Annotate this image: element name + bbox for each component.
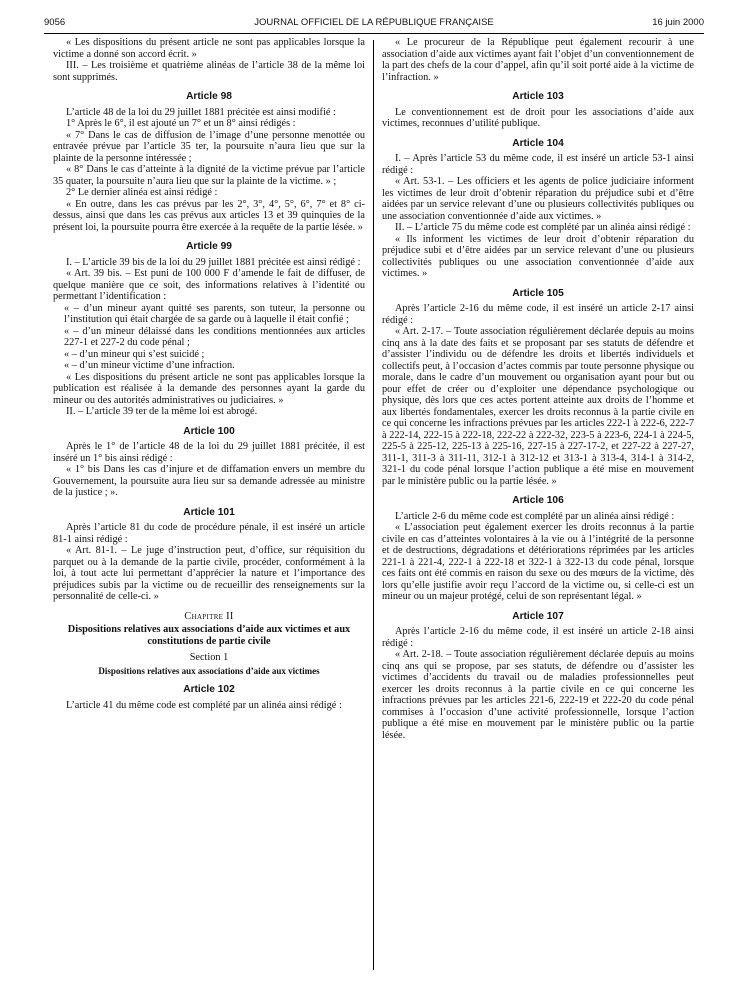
article-102-heading: Article 102 bbox=[183, 684, 235, 695]
paragraph: « – d’un mineur ayant quitté ses parents, son tuteur, la personne ou l’institution qui était chargée de sa garde ou à laquelle il était confié ; bbox=[64, 302, 365, 325]
section-label: Section 1 bbox=[189, 652, 229, 663]
paragraph: Après l’article 81 du code de procédure pénale, il est inséré un article 81-1 ainsi rédigé : bbox=[53, 522, 365, 545]
paragraph: « – d’un mineur délaissé dans les conditions mentionnées aux articles 227-1 et 227-2 du code pénal ; bbox=[64, 325, 365, 348]
paragraph: I. – L’article 39 bis de la loi du 29 juillet 1881 précitée est ainsi rédigé : bbox=[66, 256, 361, 268]
publication-date: 16 juin 2000 bbox=[652, 17, 704, 28]
article-99-body bbox=[53, 257, 365, 303]
article-100-heading: Article 100 bbox=[183, 425, 235, 437]
article-105-body bbox=[382, 303, 694, 487]
left-column bbox=[53, 37, 365, 711]
paragraph: Le conventionnement est de droit pour les associations d’aide aux victimes, reconnues d’utilité publique. bbox=[382, 106, 694, 129]
paragraph: Après l’article 2-16 du même code, il est inséré un article 2-18 ainsi rédigé : bbox=[382, 626, 694, 649]
paragraph: L’article 41 du même code est complété par un alinéa ainsi rédigé : bbox=[66, 699, 342, 711]
paragraph: « 1° bis Dans les cas d’injure et de diffamation envers un membre du Gouvernement, la poursuite aura lieu sur sa demande adressée au ministre de la justice ; ». bbox=[53, 464, 365, 498]
paragraph: « Les dispositions du présent article ne sont pas applicables lorsque la publication est réalisée à la demande des personnes ayant la garde du mineur ou des autorités administratives ou judiciaires. » bbox=[53, 371, 365, 406]
header-rule bbox=[44, 33, 704, 34]
article-105-heading: Article 105 bbox=[512, 287, 564, 299]
article-103-heading: Article 103 bbox=[512, 91, 564, 102]
article-100-body bbox=[53, 441, 365, 499]
article-98-body bbox=[53, 107, 365, 234]
article-99-body-end bbox=[53, 372, 365, 418]
article-104-body bbox=[382, 153, 694, 280]
paragraph: II. – L’article 75 du même code est complété par un alinéa ainsi rédigé : bbox=[395, 222, 691, 233]
paragraph: II. – L’article 39 ter de la même loi est abrogé. bbox=[66, 406, 258, 417]
article-107-heading: Article 107 bbox=[512, 610, 564, 622]
paragraph: « Art. 2-17. – Toute association régulièrement déclarée depuis au moins cinq ans à la date des faits et se proposant par ses statuts de défendre et d’assister l’individu ou de défendre les droits et libertés individuels et collectifs peut, à l’occasion d’actes commis par toute personne physique ou morale, dans le cadre d’un mouvement ou organisation ayant pour but ou pour effet de créer ou d’exploiter une dépendance psychologique ou physique, dès lors que ces actes portent atteinte aux droits de l’homme et aux libertés fondamentales, exercer les droits reconnus à la partie civile en ce qui concerne les infractions prévues par les articles 222-1 à 222-6, 222-7 à 222-14, 222-15 à 222-18, 222-22 à 222-32, 223-5 à 223-6, 224-1 à 224-5, 225-5 à 225-12, 225-13 à 225-16, 227-15 à 227-17-2, et 227-22 à 227-27, 311-1, 311-3 à 311-11, 312-1 à 312-12 et 313-1 à 313-4, 314-1 à 314-2, 321-1 du code pénal lorsque l’action publique a été mise en mouvement par le ministère public ou la partie lésée. » bbox=[382, 326, 694, 487]
article-106-heading: Article 106 bbox=[512, 495, 564, 506]
article-99-list bbox=[53, 303, 365, 372]
journal-title: JOURNAL OFFICIEL DE LA RÉPUBLIQUE FRANÇAISE bbox=[254, 17, 494, 28]
paragraph: « Les dispositions du présent article ne sont pas applicables lorsque la victime a donné son accord écrit. » bbox=[53, 37, 365, 60]
chapter-title: Dispositions relatives aux associations d’aide aux victimes et aux constitutions de partie civile bbox=[67, 624, 351, 647]
paragraph: « 7° Dans le cas de diffusion de l’image d’une personne menottée ou entravée prévue par l’article 35 ter, la poursuite n’aura lieu que sur la plainte de la personne intéressée ; bbox=[53, 129, 365, 164]
paragraph-group bbox=[53, 37, 365, 83]
paragraph: « Art. 39 bis. – Est puni de 100 000 F d’amende le fait de diffuser, de quelque manière que ce soit, des informations relatives à l’identité ou permettant l’identification : bbox=[53, 268, 365, 302]
article-103-body bbox=[382, 107, 694, 130]
paragraph: « Art. 81-1. – Le juge d’instruction peut, d’office, sur réquisition du parquet ou à la demande de la partie civile, procéder, conformément à la loi, à tout acte lui permettant d’apprécier la nature et l’importance des préjudices subis par la victime ou de recueillir des renseignements sur la personnalité de celle-ci. » bbox=[53, 545, 365, 602]
article-104-heading: Article 104 bbox=[512, 137, 564, 149]
paragraph: « Art. 53-1. – Les officiers et les agents de police judiciaire informent les victimes de leur droit d’obtenir réparation du préjudice subi et d’être aidées par un service relevant d’une ou plusieurs collectivités publiques ou une association conventionnée d’aide aux victimes. » bbox=[382, 176, 694, 222]
paragraph: I. – Après l’article 53 du même code, il est inséré un article 53-1 ainsi rédigé : bbox=[382, 153, 694, 176]
paragraph: « – d’un mineur victime d’une infraction. bbox=[64, 360, 235, 371]
paragraph: Après l’article 2-16 du même code, il est inséré un article 2-17 ainsi rédigé : bbox=[382, 303, 694, 326]
paragraph: L’article 2-6 du même code est complété par un alinéa ainsi rédigé : bbox=[395, 510, 675, 522]
article-107-body bbox=[382, 626, 694, 741]
paragraph: L’article 48 de la loi du 29 juillet 1881 précitée est ainsi modifié : bbox=[66, 106, 336, 118]
paragraph-group bbox=[382, 37, 694, 83]
paragraph: « Le procureur de la République peut également recourir à une association d’aide aux victimes ayant fait l’objet d’un conventionnement de la part des chefs de la cour d’appel, afin qu’il soit porté aide à la victime de l’infraction. » bbox=[382, 37, 694, 83]
right-column bbox=[382, 37, 694, 741]
article-99-heading: Article 99 bbox=[186, 241, 232, 252]
chapter-label: Chapitre II bbox=[184, 610, 234, 622]
column-divider bbox=[373, 40, 374, 970]
section-title: Dispositions relatives aux associations d’aide aux victimes bbox=[98, 665, 320, 676]
paragraph: Après le 1° de l’article 48 de la loi du 29 juillet 1881 précitée, il est inséré un 1° bis ainsi rédigé : bbox=[53, 441, 365, 464]
paragraph: 2° Le dernier alinéa est ainsi rédigé : bbox=[66, 187, 218, 198]
article-106-body bbox=[382, 511, 694, 603]
page-number: 9056 bbox=[44, 17, 66, 28]
paragraph: « 8° Dans le cas d’atteinte à la dignité de la victime prévue par l’article 35 quater, la poursuite n’aura lieu que sur la plainte de la victime. » ; bbox=[53, 164, 365, 187]
paragraph: « – d’un mineur qui s’est suicidé ; bbox=[64, 348, 205, 360]
article-102-body bbox=[53, 700, 365, 712]
page-header bbox=[44, 17, 704, 31]
article-101-heading: Article 101 bbox=[183, 506, 235, 518]
article-98-heading: Article 98 bbox=[186, 91, 232, 102]
paragraph: III. – Les troisième et quatrième alinéas de l’article 38 de la même loi sont supprimés. bbox=[53, 60, 365, 83]
paragraph: « Ils informent les victimes de leur droit d’obtenir réparation du préjudice subi et d’être aidées par un service relevant d’une ou plusieurs collectivités publiques ou une association conventionnée d’aide aux victimes. » bbox=[382, 233, 694, 279]
paragraph: « En outre, dans les cas prévus par les 2°, 3°, 4°, 5°, 6°, 7° et 8° ci-dessus, ainsi que dans les cas prévus aux articles 13 et 39 quinquies de la présent loi, la poursuite pourra être exercée à la requête de la partie lésée. » bbox=[53, 198, 365, 233]
paragraph: « L’association peut également exercer les droits reconnus à la partie civile en cas d’atteintes volontaires à la vie ou à l’intégrité de la personne et de destructions, dégradations et détériorations réprimées par les articles 221-1 à 221-4, 222-1 à 222-18 et 322-1 à 322-13 du code pénal, lorsque ces faits ont été commis en raison du sexe ou des mœurs de la victime, dès lors qu’elle justifie avoir reçu l’accord de la victime ou, si celle-ci est un mineur ou un majeur protégé, celui de son représentant légal. » bbox=[382, 522, 694, 602]
article-101-body bbox=[53, 522, 365, 603]
paragraph: « Art. 2-18. – Toute association régulièrement déclarée depuis au moins cinq ans qui se propose, par ses statuts, de défendre ou d’assister les victimes d’accidents du travail ou de maladies professionnelles peut exercer les droits reconnus à la partie civile en ce qui concerne les infractions prévues par les articles 221-6, 222-19 et 222-20 du code pénal commises à l’occasion d’une activité professionnelle, lorsque l’action publique a été mise en mouvement par le ministère public ou la partie lésée. bbox=[382, 649, 694, 741]
paragraph: 1° Après le 6°, il est ajouté un 7° et un 8° ainsi rédigés : bbox=[66, 118, 296, 129]
